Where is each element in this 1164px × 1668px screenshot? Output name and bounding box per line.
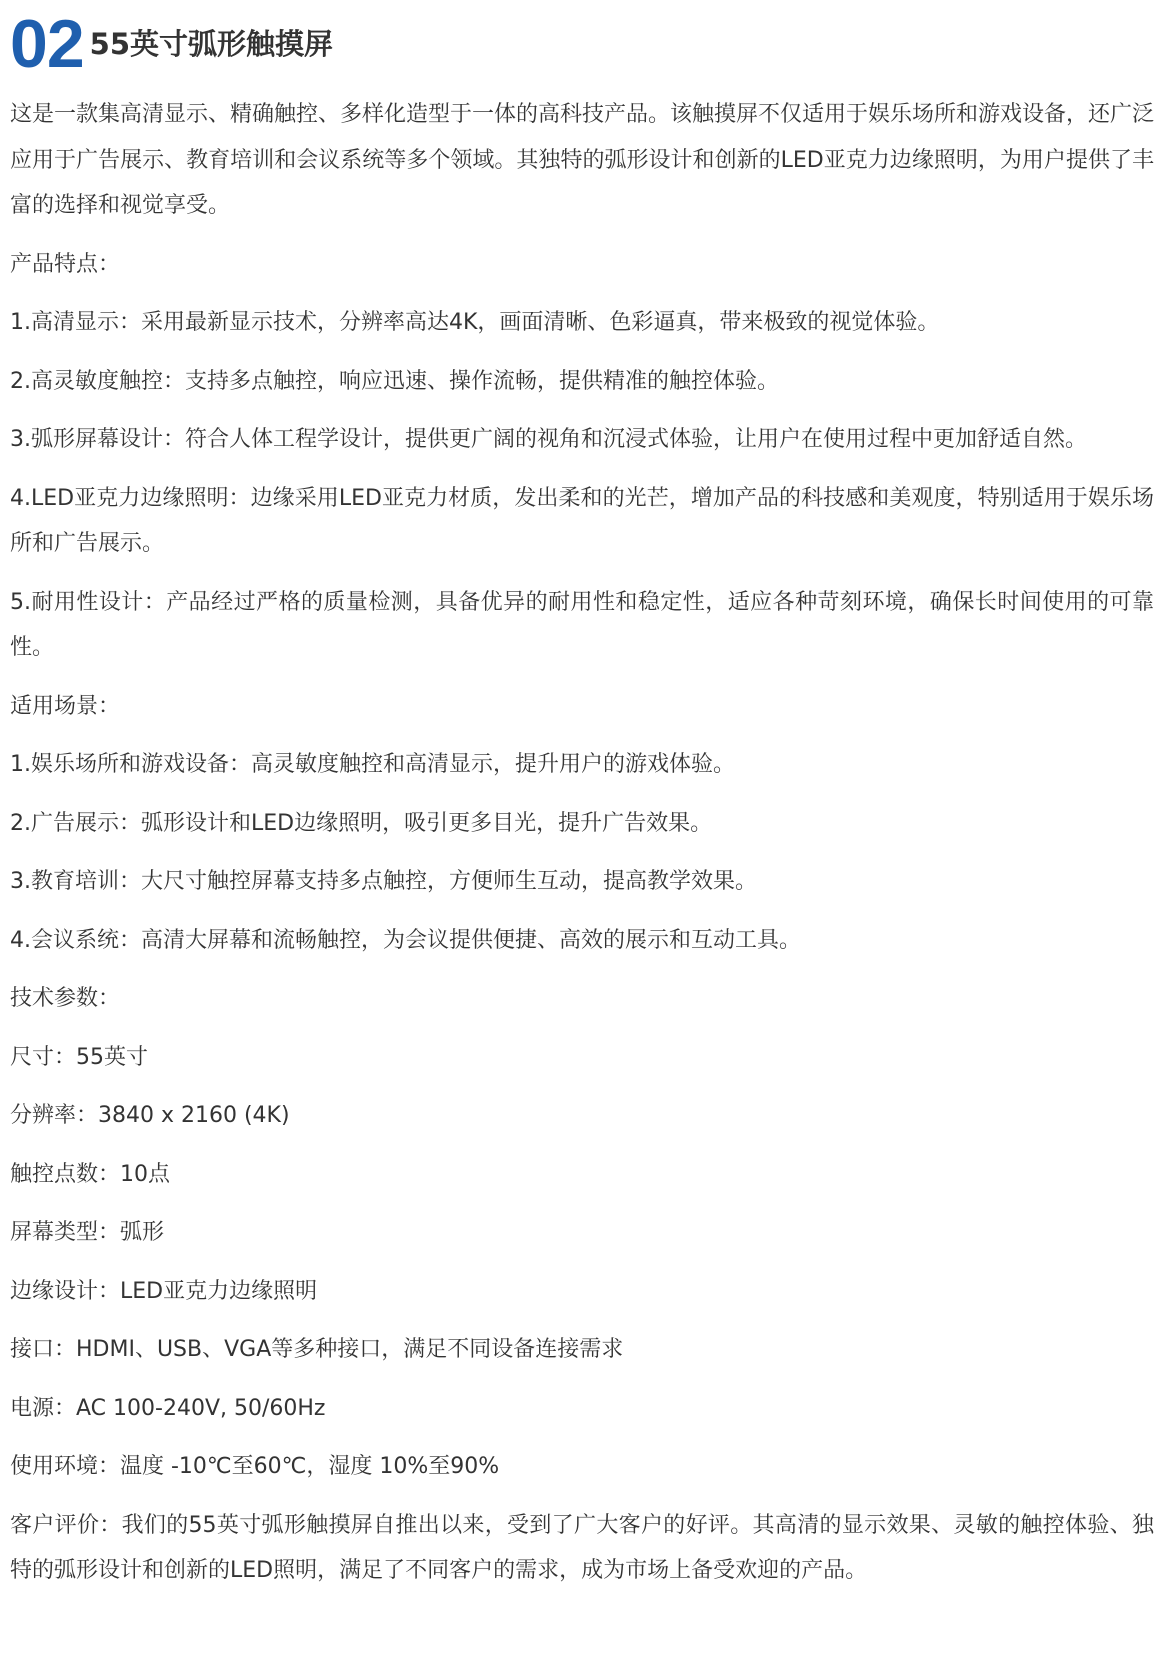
features-heading: 产品特点： (10, 251, 121, 277)
feature-item: 1.高清显示：采用最新显示技术，分辨率高达4K，画面清晰、色彩逼真，带来极致的视觉体验。 (10, 310, 940, 335)
document-page (10, 0, 1154, 1607)
specs-heading: 技术参数： (10, 986, 121, 1011)
section-header (10, 0, 1154, 86)
scenario-item: 3.教育培训：大尺寸触控屏幕支持多点触控，方便师生互动，提高教学效果。 (10, 869, 757, 894)
scenario-item: 1.娱乐场所和游戏设备：高灵敏度触控和高清显示，提升用户的游戏体验。 (10, 752, 735, 777)
feature-item: 2.高灵敏度触控：支持多点触控，响应迅速、操作流畅，提供精准的触控体验。 (10, 368, 779, 394)
scenarios-heading: 适用场景： (10, 693, 121, 719)
spec-item: 尺寸：55英寸 (10, 1044, 148, 1070)
scenario-item: 4.会议系统：高清大屏幕和流畅触控，为会议提供便捷、高效的展示和互动工具。 (10, 927, 801, 953)
spec-item: 电源：AC 100-240V, 50/60Hz (10, 1395, 326, 1421)
spec-item: 接口：HDMI、USB、VGA等多种接口，满足不同设备连接需求 (10, 1337, 624, 1362)
customer-review-paragraph: 客户评价：我们的55英寸弧形触摸屏自推出以来，受到了广大客户的好评。其高清的显示效果、灵敏的触控体验、独特的弧形设计和创新的LED照明，满足了不同客户的需求，成为市场上备受欢迎的产品。 (10, 1512, 1154, 1583)
spec-item: 分辨率：3840 x 2160 (4K) (10, 1103, 290, 1128)
feature-item: 5.耐用性设计：产品经过严格的质量检测，具备优异的耐用性和稳定性，适应各种苛刻环境，确保长时间使用的可靠性。 (10, 589, 1154, 660)
feature-item: 3.弧形屏幕设计：符合人体工程学设计，提供更广阔的视角和沉浸式体验，让用户在使用过程中更加舒适自然。 (10, 427, 1087, 452)
scenario-item: 2.广告展示：弧形设计和LED边缘照明，吸引更多目光，提升广告效果。 (10, 810, 713, 836)
document-body (10, 92, 1154, 1594)
spec-item: 使用环境：温度 -10℃至60℃，湿度 10%至90% (10, 1454, 500, 1479)
spec-item: 屏幕类型：弧形 (10, 1220, 165, 1245)
spec-item: 触控点数：10点 (10, 1161, 170, 1187)
section-title: 55英寸弧形触摸屏 (89, 26, 333, 61)
section-number: 02 (10, 6, 84, 82)
spec-item: 边缘设计：LED亚克力边缘照明 (10, 1278, 318, 1304)
feature-item: 4.LED亚克力边缘照明：边缘采用LED亚克力材质，发出柔和的光芒，增加产品的科技感和美观度，特别适用于娱乐场所和广告展示。 (10, 485, 1154, 556)
intro-paragraph: 这是一款集高清显示、精确触控、多样化造型于一体的高科技产品。该触摸屏不仅适用于娱乐场所和游戏设备，还广泛应用于广告展示、教育培训和会议系统等多个领域。其独特的弧形设计和创新的LED亚克力边缘照明，为用户提供了丰富的选择和视觉享受。 (10, 102, 1155, 218)
